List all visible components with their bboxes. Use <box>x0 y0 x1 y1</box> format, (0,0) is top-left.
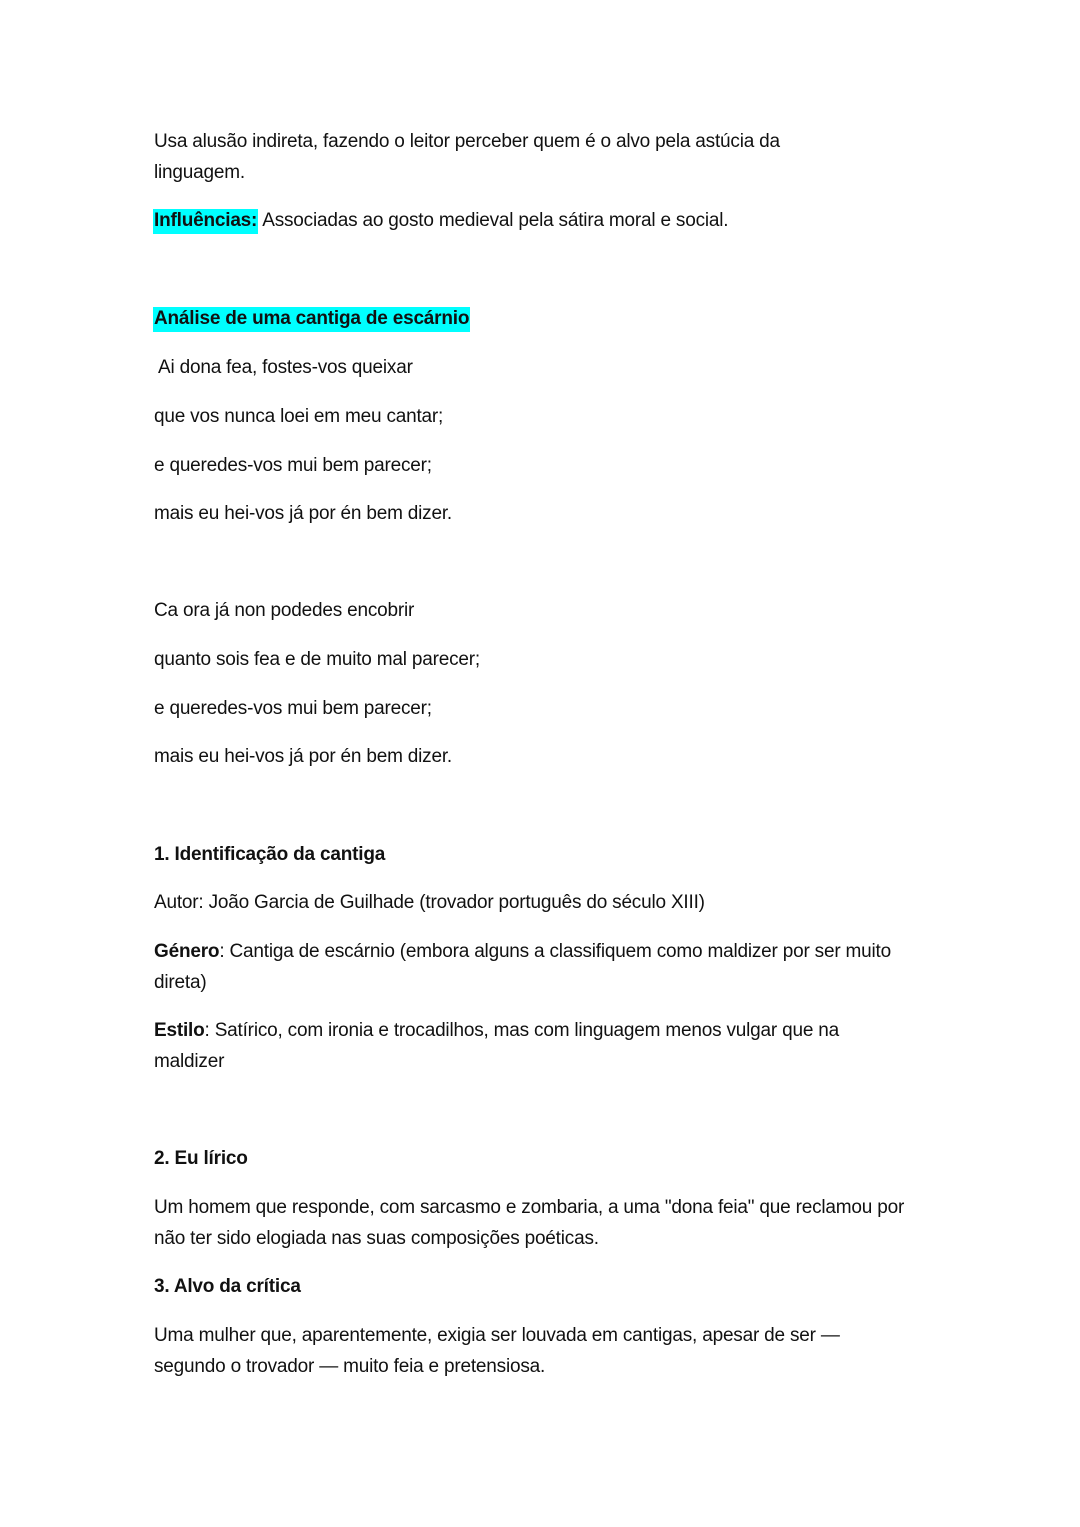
author-line: Autor: João Garcia de Guilhade (trovador português do século XIII) <box>154 892 705 913</box>
target-paragraph: Uma mulher que, aparentemente, exigia ser louvada em cantigas, apesar de ser — segundo o trovador — muito feia e pretensiosa. <box>154 1325 840 1377</box>
verse-line: e queredes-vos mui bem parecer; <box>154 455 432 476</box>
genre-paragraph <box>154 936 894 998</box>
verse-line: mais eu hei-vos já por én bem dizer. <box>154 746 453 767</box>
analysis-heading-text: Análise de uma cantiga de escárnio <box>153 307 470 332</box>
verse-line: quanto sois fea e de muito mal parecer; <box>154 649 480 670</box>
style-text: : Satírico, com ironia e trocadilhos, mas com linguagem menos vulgar que na maldizer <box>154 1020 840 1072</box>
influences-paragraph <box>154 205 728 236</box>
genre-text: : Cantiga de escárnio (embora alguns a classifiquem como maldizer por ser muito direta) <box>154 941 892 993</box>
influences-label: Influências: <box>153 209 258 234</box>
verse-line: Ai dona fea, fostes-vos queixar <box>154 357 413 378</box>
section-heading-lyric-self: 2. Eu lírico <box>154 1148 248 1169</box>
style-paragraph <box>154 1015 894 1077</box>
section-heading-identification: 1. Identificação da cantiga <box>154 844 386 865</box>
analysis-heading <box>154 303 470 334</box>
intro-paragraph: Usa alusão indireta, fazendo o leitor perceber quem é o alvo pela astúcia da linguagem. <box>154 131 780 183</box>
style-label: Estilo <box>154 1020 205 1041</box>
influences-text: Associadas ao gosto medieval pela sátira moral e social. <box>258 210 729 231</box>
section-heading-target: 3. Alvo da crítica <box>154 1276 301 1297</box>
verse-line: Ca ora já non podedes encobrir <box>154 600 415 621</box>
verse-line: e queredes-vos mui bem parecer; <box>154 698 432 719</box>
verse-line: mais eu hei-vos já por én bem dizer. <box>154 503 453 524</box>
genre-label: Género <box>154 941 220 962</box>
verse-line: que vos nunca loei em meu cantar; <box>154 406 444 427</box>
lyric-self-paragraph: Um homem que responde, com sarcasmo e zombaria, a uma "dona feia" que reclamou por não ter sido elogiada nas suas composições poéticas. <box>154 1197 905 1249</box>
